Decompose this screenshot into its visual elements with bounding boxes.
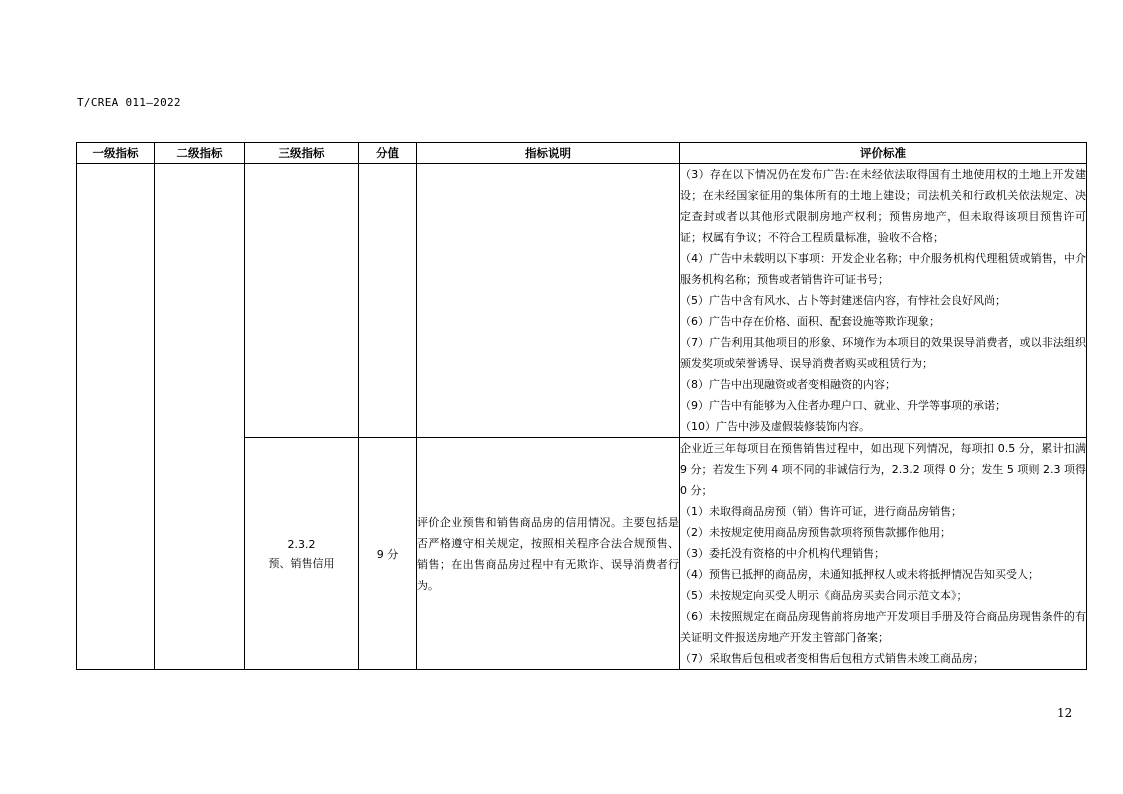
criteria-item: （1）未取得商品房预（销）售许可证，进行商品房销售；	[680, 505, 962, 518]
header-level3-indicator: 三级指标	[245, 143, 359, 164]
criteria-item: （7）采取售后包租或者变相售后包租方式销售未竣工商品房；	[680, 652, 984, 665]
criteria-cell	[680, 164, 1087, 438]
header-description: 指标说明	[417, 143, 680, 164]
level3-name: 预、销售信用	[268, 556, 335, 570]
evaluation-table	[76, 142, 1087, 670]
criteria-item: （8）广告中出现融资或者变相融资的内容；	[680, 378, 896, 391]
description-cell: 评价企业预售和销售商品房的信用情况。主要包括是否严格遵守相关规定，按照相关程序合法合规预售、销售；在出售商品房过程中有无欺诈、误导消费者行为。	[417, 438, 680, 670]
header-score: 分值	[359, 143, 417, 164]
header-criteria: 评价标准	[680, 143, 1087, 164]
page-number: 12	[1057, 706, 1073, 720]
criteria-item: （6）广告中存在价格、面积、配套设施等欺诈现象；	[680, 315, 940, 328]
document-code: T/CREA 011—2022	[77, 96, 181, 109]
score-cell	[359, 164, 417, 438]
criteria-item: （4）广告中未载明以下事项：开发企业名称；中介服务机构代理租赁或销售，中介服务机构名称；预售或者销售许可证书号；	[680, 252, 1086, 286]
criteria-item: （6）未按照规定在商品房现售前将房地产开发项目手册及符合商品房现售条件的有关证明文件报送房地产开发主管部门备案；	[680, 610, 1086, 644]
criteria-item: （5）广告中含有风水、占卜等封建迷信内容，有悖社会良好风尚；	[680, 294, 1006, 307]
table-row	[77, 164, 1087, 438]
header-level1-indicator: 一级指标	[77, 143, 155, 164]
criteria-item: （9）广告中有能够为入住者办理户口、就业、升学等事项的承诺；	[680, 399, 1006, 412]
criteria-item: （3）委托没有资格的中介机构代理销售；	[680, 547, 885, 560]
criteria-item: （5）未按规定向买受人明示《商品房买卖合同示范文本》；	[680, 589, 968, 602]
criteria-item: （3）存在以下情况仍在发布广告:在未经依法取得国有土地使用权的土地上开发建设；在未经国家征用的集体所有的土地上建设；司法机关和行政机关依法规定、决定查封或者以其他形式限制房地产权利；预售房地产，但未取得该项目预售许可证；权属有争议；不符合工程质量标准，验收不合格；	[680, 168, 1086, 244]
table-header-row	[77, 143, 1087, 164]
criteria-item: （7）广告利用其他项目的形象、环境作为本项目的效果误导消费者，或以非法组织颁发奖项或荣誉诱导、误导消费者购买或租赁行为；	[680, 336, 1086, 370]
score-cell: 9 分	[359, 438, 417, 670]
description-cell	[417, 164, 680, 438]
level1-cell	[77, 164, 155, 670]
header-level2-indicator: 二级指标	[155, 143, 245, 164]
criteria-item: （4）预售已抵押的商品房，未通知抵押权人或未将抵押情况告知买受人；	[680, 568, 1039, 581]
criteria-item: （2）未按规定使用商品房预售款项将预售款挪作他用；	[680, 526, 951, 539]
criteria-item: 企业近三年每项目在预售销售过程中，如出现下列情况，每项扣 0.5 分，累计扣满 9 分；若发生下列 4 项不同的非诚信行为，2.3.2 项得 0 分；发生 5 项则 2.3 项得 0 分；	[680, 442, 1086, 497]
criteria-cell	[680, 438, 1087, 670]
level2-cell	[155, 164, 245, 670]
criteria-item: （10）广告中涉及虚假装修装饰内容。	[680, 420, 870, 433]
level3-cell	[245, 438, 359, 670]
level3-cell	[245, 164, 359, 438]
level3-code: 2.3.2	[287, 537, 316, 551]
